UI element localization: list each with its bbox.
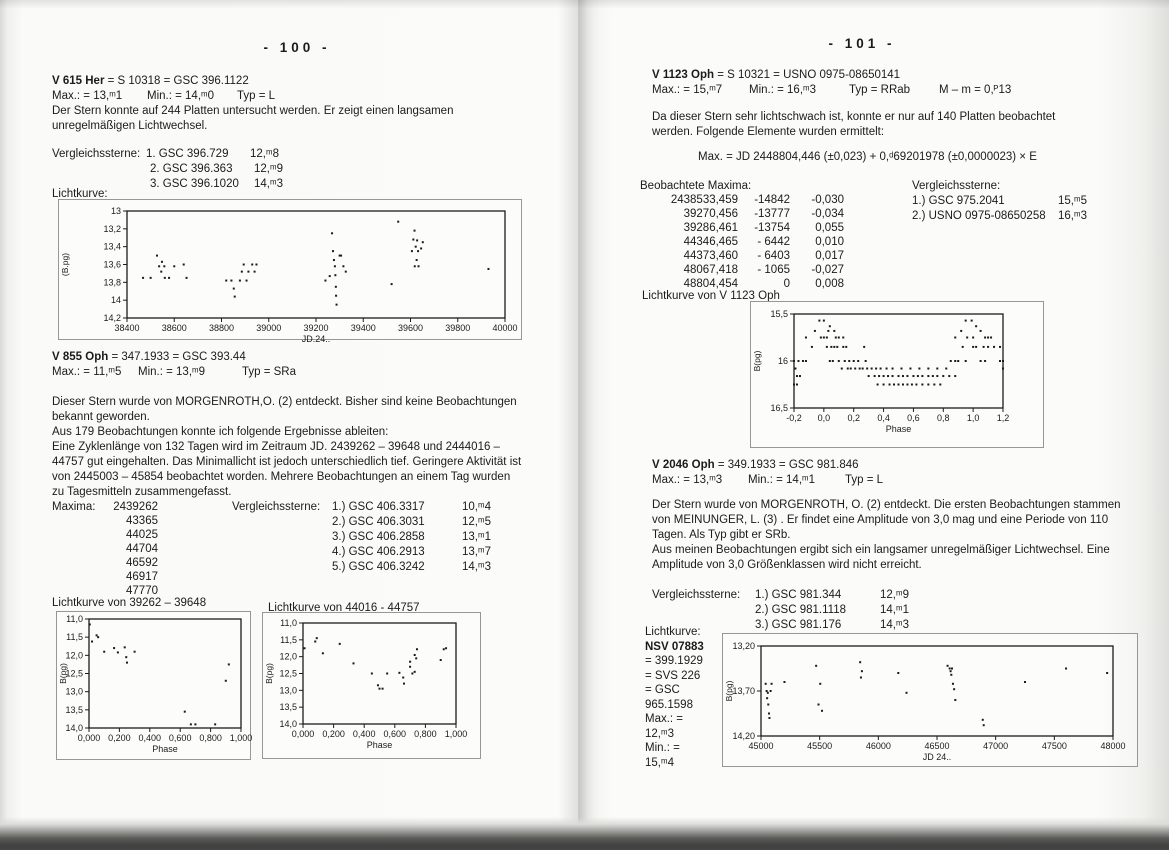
svg-text:45000: 45000 <box>748 741 774 751</box>
star-name: V 1123 Oph <box>652 69 715 81</box>
light-curve-chart-nsv07883 <box>722 633 1138 767</box>
m-minus-m-value: M – m = 0,ᴾ13 <box>939 84 1012 96</box>
comparison-star-row <box>150 162 283 177</box>
comparison-star-row <box>332 515 491 530</box>
svg-text:0,800: 0,800 <box>199 733 222 743</box>
description-line: Tagen. Als Typ gibt er SRb. <box>652 529 791 541</box>
svg-text:13,0: 13,0 <box>279 685 297 696</box>
svg-text:0,2: 0,2 <box>847 413 860 423</box>
description-line: Aus 179 Beobachtungen konnte ich folgende Ergebnisse ableiten: <box>52 426 389 438</box>
comparison-stars-label: Vergleichssterne: <box>912 180 1001 192</box>
min-value: Min.: = 14,ᵐ1 <box>748 474 815 486</box>
comparison-star-row <box>755 618 909 633</box>
svg-text:13,0: 13,0 <box>65 686 83 697</box>
svg-text:12,0: 12,0 <box>279 651 297 662</box>
comparison-stars-label: Vergleichssterne: <box>52 148 141 160</box>
description-line: Da dieser Stern sehr lichtschwach ist, konnte er nur auf 140 Platten beobachtet <box>652 111 1056 123</box>
description-line: Aus meinen Beobachtungen ergibt sich ein langsamer unregelmäßiger Lichtwechsel. Eine <box>652 544 1110 556</box>
star-mag: 13,ᵐ7 <box>462 546 491 558</box>
svg-text:0,8: 0,8 <box>937 413 950 423</box>
star-id: 1.) GSC 406.3317 <box>332 501 425 513</box>
svg-text:11,0: 11,0 <box>280 618 297 628</box>
svg-text:11,5: 11,5 <box>280 634 297 645</box>
svg-text:13,70: 13,70 <box>732 686 755 696</box>
star-mag: 14,ᵐ3 <box>254 178 283 190</box>
type-value: Typ = L <box>845 474 884 486</box>
epoch: - 6442 <box>757 236 790 248</box>
star-title-v855oph <box>52 350 246 365</box>
star-mag: 12,ᵐ9 <box>254 163 283 175</box>
star-id: 2. GSC 396.363 <box>150 163 233 175</box>
svg-text:Phase: Phase <box>885 424 912 434</box>
svg-text:B(pg): B(pg) <box>58 663 68 684</box>
o-c: 0,010 <box>815 236 844 248</box>
comparison-star-row <box>755 588 909 603</box>
epoch: -13754 <box>754 222 790 234</box>
star-mag: 14,ᵐ3 <box>880 619 909 631</box>
svg-text:14,20: 14,20 <box>732 731 755 741</box>
o-c: -0,034 <box>811 208 844 220</box>
svg-text:0,4: 0,4 <box>877 413 890 423</box>
page-number-right: - 101 - <box>828 36 896 51</box>
star-mag: 13,ᵐ1 <box>462 531 491 543</box>
star-name: V 615 Her <box>52 75 105 87</box>
o-c: -0,030 <box>811 194 844 206</box>
elements-formula: Max. = JD 2448804,446 (±0,023) + 0,ᵈ69201978 (±0,0000023) × E <box>698 151 1037 163</box>
maxima-label: Maxima: <box>52 501 96 513</box>
nsv07883-sidebar <box>645 625 723 770</box>
svg-text:46000: 46000 <box>865 741 891 751</box>
lightcurve-label-phase2: Lichtkurve von 44016 - 44757 <box>268 602 420 614</box>
svg-text:13,6: 13,6 <box>103 259 121 270</box>
max-value: Max.: = 11,ᵐ5 <box>52 366 122 378</box>
svg-text:48000: 48000 <box>1100 741 1126 751</box>
description-line: Der Stern wurde von MORGENROTH, O. (2) entdeckt. Die ersten Beobachtungen stammen <box>652 499 1121 511</box>
svg-text:12,0: 12,0 <box>65 650 83 661</box>
svg-text:0,600: 0,600 <box>168 733 192 743</box>
jd: 2438533,459 <box>670 194 738 206</box>
star-id: 2.) GSC 981.1118 <box>755 604 846 616</box>
svg-text:B(pg): B(pg) <box>264 663 274 684</box>
epoch: -14842 <box>754 194 790 206</box>
star-id: 4.) GSC 406.2913 <box>332 546 425 558</box>
comparison-stars-label: Vergleichssterne: <box>232 501 321 513</box>
svg-text:11,5: 11,5 <box>66 632 83 643</box>
lightcurve-label: Lichtkurve: <box>645 626 701 638</box>
svg-text:14,0: 14,0 <box>279 719 297 729</box>
nsv-max-value: 12,ᵐ3 <box>645 727 674 740</box>
star-title-v2046oph <box>652 458 859 473</box>
star-mag: 15,ᵐ5 <box>1058 195 1087 207</box>
star-id: 2.) GSC 406.3031 <box>332 516 425 528</box>
svg-text:0,400: 0,400 <box>138 733 162 743</box>
page-number-left: - 100 - <box>263 40 331 55</box>
svg-text:0,000: 0,000 <box>291 729 315 739</box>
svg-text:Phase: Phase <box>366 740 393 750</box>
star-mag: 12,ᵐ8 <box>250 148 279 160</box>
svg-text:JD.24..: JD.24.. <box>301 334 331 344</box>
max-value: Max.: = 13,ᵐ1 <box>52 90 123 102</box>
svg-text:13,2: 13,2 <box>103 223 121 234</box>
svg-text:12,5: 12,5 <box>279 668 297 679</box>
svg-text:39000: 39000 <box>256 323 282 333</box>
svg-text:15,5: 15,5 <box>770 309 788 319</box>
svg-text:1,000: 1,000 <box>444 729 468 739</box>
svg-text:12,5: 12,5 <box>65 668 83 679</box>
min-value: Min.: = 13,ᵐ9 <box>138 366 205 378</box>
maxima-value: 46592 <box>126 557 158 569</box>
nsv-star-name: NSV 07883 <box>645 640 704 653</box>
svg-text:0,400: 0,400 <box>352 729 376 739</box>
description-line: unregelmäßigen Lichtwechsel. <box>52 120 208 132</box>
svg-text:39600: 39600 <box>397 323 424 333</box>
epoch: -13777 <box>754 208 790 220</box>
star-title-v1123oph <box>652 68 900 83</box>
lightcurve-label-v1123oph: Lichtkurve von V 1123 Oph <box>642 290 780 302</box>
svg-text:13,5: 13,5 <box>65 704 83 715</box>
star-mag: 16,ᵐ3 <box>1058 210 1087 222</box>
svg-text:13,5: 13,5 <box>279 702 297 713</box>
svg-text:40000: 40000 <box>492 323 518 333</box>
maxima-value: 43365 <box>126 515 158 527</box>
maxima-value: 44025 <box>126 529 158 541</box>
star-id: 3.) GSC 406.2858 <box>332 531 425 543</box>
svg-text:13,4: 13,4 <box>103 241 121 252</box>
light-curve-chart-v1123oph <box>750 301 1044 448</box>
svg-text:B(pg): B(pg) <box>724 680 734 702</box>
svg-text:38400: 38400 <box>114 323 140 333</box>
svg-text:11,0: 11,0 <box>66 614 83 624</box>
svg-text:0,6: 0,6 <box>907 413 920 423</box>
type-value: Typ = RRab <box>849 84 911 96</box>
maxima-value: 44704 <box>126 543 158 555</box>
jd: 44373,460 <box>683 250 738 262</box>
jd: 39270,456 <box>683 208 738 220</box>
comparison-stars-label: Vergleichssterne: <box>652 589 741 601</box>
maxima-value: 46917 <box>126 571 158 583</box>
comparison-star-row <box>912 209 1087 224</box>
comparison-star-row <box>332 545 491 560</box>
observed-maxima-label: Beobachtete Maxima: <box>640 180 752 192</box>
svg-text:(B.pg): (B.pg) <box>60 252 70 277</box>
svg-text:1,0: 1,0 <box>966 413 980 423</box>
description-line: bekannt geworden. <box>52 411 150 423</box>
nsv-max-label: Max.: = <box>645 713 684 725</box>
nsv-identifier: = GSC <box>645 684 680 696</box>
description-line: Dieser Stern wurde von MORGENROTH,O. (2) entdeckt. Bisher sind keine Beobachtungen <box>52 396 517 408</box>
svg-text:39800: 39800 <box>445 323 471 333</box>
o-c: 0,008 <box>815 278 844 290</box>
svg-text:38800: 38800 <box>208 323 235 333</box>
jd: 48067,418 <box>683 264 738 276</box>
svg-text:16,5: 16,5 <box>770 403 788 413</box>
star-identifiers: = S 10318 = GSC 396.1122 <box>104 75 249 87</box>
svg-text:0,600: 0,600 <box>383 729 407 739</box>
description-line: Eine Zyklenlänge von 132 Tagen wird im Zeitraum JD. 2439262 – 39648 und 2444016 – <box>52 441 500 453</box>
svg-text:47500: 47500 <box>1041 741 1067 751</box>
lightcurve-label-phase1: Lichtkurve von 39262 – 39648 <box>52 597 207 609</box>
description-line: Der Stern konnte auf 244 Platten untersucht werden. Er zeigt einen langsamen <box>52 105 454 117</box>
light-curve-chart-v855oph-phase2 <box>262 612 481 759</box>
star-id: 3.) GSC 981.176 <box>755 619 842 631</box>
epoch: - 1065 <box>757 264 790 276</box>
svg-text:39200: 39200 <box>303 323 329 333</box>
nsv-min-value: 15,ᵐ4 <box>645 756 674 769</box>
description-line: von MEINUNGER, L. (3) . Er findet eine Amplitude von 3,0 mag und eine Periode von 110 <box>652 514 1109 526</box>
o-c: 0,017 <box>815 250 844 262</box>
star-identifiers: = 349.1933 = GSC 981.846 <box>714 459 859 471</box>
jd: 39286,461 <box>683 222 738 234</box>
nsv-identifier: = SVS 226 <box>645 669 701 682</box>
description-line: zu Tagesmitteln zusammengefasst. <box>52 486 232 498</box>
star-id: 2.) USNO 0975-08650258 <box>912 210 1046 222</box>
svg-text:14,2: 14,2 <box>103 313 121 323</box>
lightcurve-label: Lichtkurve: <box>52 188 108 200</box>
description-line: 44757 gut eingehalten. Das Minimallicht ist jedoch unterschiedlich tief. Geringere Aktivität ist <box>52 456 522 468</box>
svg-text:JD 24..: JD 24.. <box>922 752 952 762</box>
max-value: Max.: = 15,ᵐ7 <box>652 84 723 96</box>
star-name: V 2046 Oph <box>652 459 715 471</box>
star-mag: 14,ᵐ1 <box>880 604 909 616</box>
svg-text:1,000: 1,000 <box>229 733 253 743</box>
star-mag: 14,ᵐ3 <box>462 561 491 573</box>
svg-text:38600: 38600 <box>161 323 187 333</box>
svg-text:0,200: 0,200 <box>108 733 131 743</box>
maxima-value: 47770 <box>126 585 158 597</box>
comparison-star-row <box>146 147 279 162</box>
nsv-identifier: 965.1598 <box>645 698 693 711</box>
svg-text:13: 13 <box>110 206 121 216</box>
type-value: Typ = L <box>237 90 276 102</box>
max-value: Max.: = 13,ᵐ3 <box>652 474 723 486</box>
epoch: 0 <box>783 278 790 290</box>
star-id: 5.) GSC 406.3242 <box>332 561 425 573</box>
star-mag: 12,ᵐ9 <box>880 589 909 601</box>
star-identifiers: = 347.1933 = GSC 393.44 <box>108 351 246 363</box>
epoch: - 6403 <box>757 250 790 262</box>
star-id: 1. GSC 396.729 <box>146 148 229 160</box>
nsv-identifier: = 399.1929 <box>645 655 703 667</box>
svg-text:B(pg): B(pg) <box>752 350 762 372</box>
comparison-star-row <box>332 500 491 515</box>
comparison-star-row <box>332 530 491 545</box>
star-identifiers: = S 10321 = USNO 0975-08650141 <box>714 69 901 81</box>
jd: 48804,454 <box>683 278 738 290</box>
svg-text:14: 14 <box>110 295 121 306</box>
star-mag: 10,ᵐ4 <box>462 501 491 513</box>
svg-text:1,2: 1,2 <box>996 413 1010 423</box>
svg-text:0,800: 0,800 <box>414 729 437 739</box>
svg-text:39400: 39400 <box>350 323 376 333</box>
comparison-star-row <box>755 603 909 618</box>
comparison-star-row <box>912 194 1087 209</box>
star-id: 1.) GSC 975.2041 <box>912 195 1005 207</box>
description-line: von 2445003 – 45854 beobachtet worden. Mehrere Beobachtungen an einem Tag wurden <box>52 471 511 483</box>
svg-text:0,000: 0,000 <box>77 733 101 743</box>
svg-text:47000: 47000 <box>983 741 1009 751</box>
star-mag: 12,ᵐ5 <box>462 516 491 528</box>
o-c: -0,027 <box>811 264 844 276</box>
svg-text:45500: 45500 <box>807 741 833 751</box>
svg-text:Phase: Phase <box>152 744 178 754</box>
svg-text:13,20: 13,20 <box>732 641 755 651</box>
svg-text:13,8: 13,8 <box>103 277 121 288</box>
jd: 44346,465 <box>683 236 738 248</box>
o-c: 0,055 <box>815 222 844 234</box>
light-curve-chart-v855oph-phase1 <box>56 611 251 760</box>
star-name: V 855 Oph <box>52 351 109 363</box>
star-title-v615her <box>52 74 249 89</box>
description-line: werden. Folgende Elemente wurden ermittelt: <box>652 126 885 138</box>
comparison-star-row <box>332 560 491 575</box>
svg-text:0,200: 0,200 <box>322 729 345 739</box>
maxima-value: 2439262 <box>113 501 158 513</box>
svg-text:16: 16 <box>777 356 788 366</box>
type-value: Typ = SRa <box>242 366 297 378</box>
light-curve-chart-v615her <box>58 199 522 344</box>
svg-text:46500: 46500 <box>924 741 950 751</box>
description-line: Amplitude von 3,0 Größenklassen wird nicht erreicht. <box>652 559 922 571</box>
star-id: 3. GSC 396.1020 <box>150 178 239 190</box>
star-id: 1.) GSC 981.344 <box>755 589 842 601</box>
min-value: Min.: = 14,ᵐ0 <box>147 90 214 102</box>
min-value: Min.: = 16,ᵐ3 <box>749 84 816 96</box>
svg-text:-0,2: -0,2 <box>786 413 802 423</box>
comparison-star-row <box>150 177 283 192</box>
svg-text:0,0: 0,0 <box>817 413 831 423</box>
svg-text:14,0: 14,0 <box>65 723 83 733</box>
nsv-min-label: Min.: = <box>645 742 680 754</box>
